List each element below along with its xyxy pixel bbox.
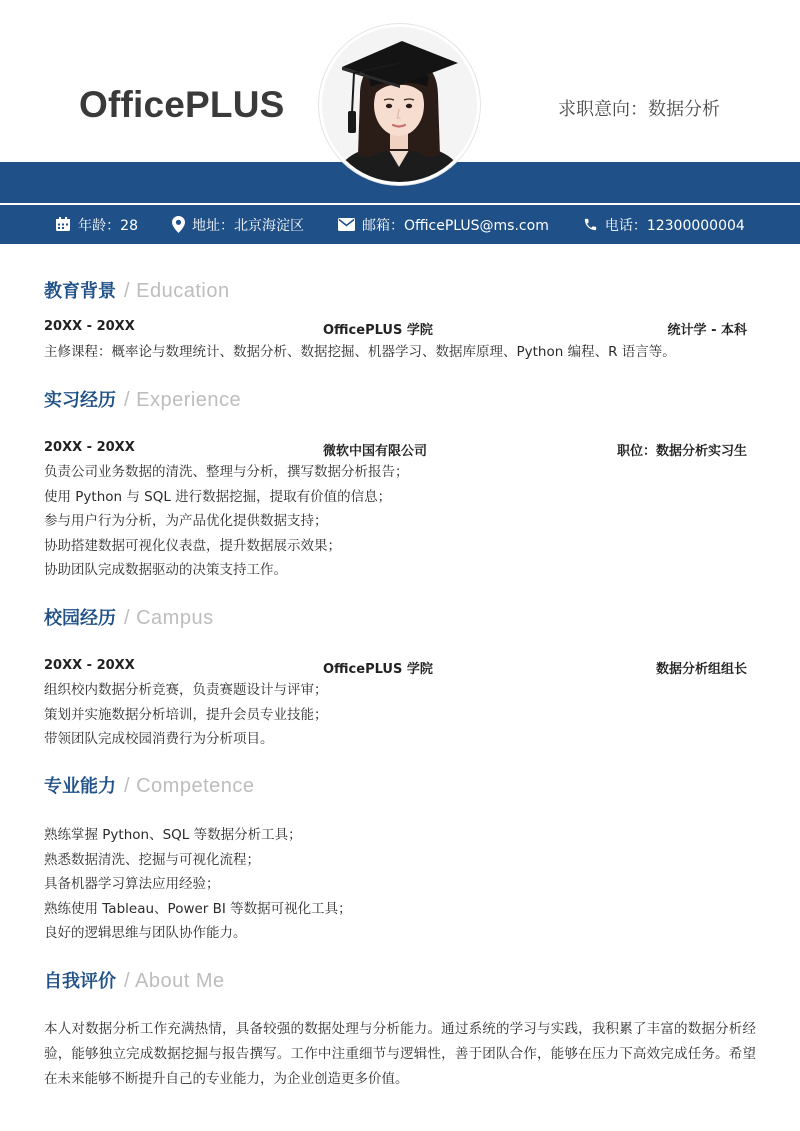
experience-position: 职位：数据分析实习生 xyxy=(616,444,747,459)
list-item: 协助搭建数据可视化仪表盘，提升数据展示效果； xyxy=(44,537,341,554)
section-title-en: / Education xyxy=(124,280,230,302)
address-text: 地址：北京海淀区 xyxy=(192,217,304,234)
campus-role: 数据分析组组长 xyxy=(655,662,747,677)
section-title-en: / Campus xyxy=(124,607,214,629)
section-title-cn: 教育背景 xyxy=(44,281,116,302)
email-text: 邮箱：OfficePLUS@ms.com xyxy=(362,217,549,234)
info-age xyxy=(55,215,138,235)
campus-activities xyxy=(44,678,756,752)
list-item: 具备机器学习算法应用经验； xyxy=(44,876,220,892)
about-text: 本人对数据分析工作充满热情，具备较强的数据处理与分析能力。通过系统的学习与实践，我积累了丰富的数据分析经验，能够独立完成数据挖掘与报告撰写。工作中注重细节与逻辑性，善于团队合作，能够在压力下高效完成任务。希望在未来能够不断提升自己的专业能力，为企业创造更多价值。 xyxy=(44,1021,756,1087)
list-item: 组织校内数据分析竞赛，负责赛题设计与评审； xyxy=(44,682,328,698)
section-title-cn: 自我评价 xyxy=(44,971,116,992)
list-item: 良好的逻辑思维与团队协作能力。 xyxy=(44,925,247,941)
section-title-en: / Experience xyxy=(124,389,242,411)
list-item: 参与用户行为分析，为产品优化提供数据支持； xyxy=(44,513,328,529)
info-address xyxy=(172,215,304,235)
education-courses xyxy=(44,340,756,365)
list-item: 熟练掌握 Python、SQL 等数据分析工具； xyxy=(44,827,302,843)
section-competence-title xyxy=(44,772,255,798)
section-education-title xyxy=(44,277,230,303)
avatar xyxy=(319,24,480,185)
calendar-icon xyxy=(55,217,71,232)
graduate-portrait-illustration xyxy=(322,27,477,182)
section-title-cn: 专业能力 xyxy=(44,776,116,797)
brand-name: OfficePLUS xyxy=(79,84,285,125)
section-title-en: / Competence xyxy=(124,775,255,797)
education-row xyxy=(44,319,747,339)
phone-icon xyxy=(583,217,598,232)
envelope-icon xyxy=(338,218,355,231)
section-experience-title xyxy=(44,386,241,412)
section-title-cn: 校园经历 xyxy=(44,608,116,629)
info-phone xyxy=(583,215,745,235)
experience-duties xyxy=(44,460,756,583)
campus-period: 20XX - 20XX xyxy=(44,658,135,673)
age-text: 年龄：28 xyxy=(78,217,138,234)
list-item: 熟练使用 Tableau、Power BI 等数据可视化工具； xyxy=(44,900,352,917)
list-item: 协助团队完成数据驱动的决策支持工作。 xyxy=(44,562,287,578)
education-school: OfficePLUS 学院 xyxy=(323,323,433,338)
list-item: 主修课程：概率论与数理统计、数据分析、数据挖掘、机器学习、数据库原理、Python 编程、R 语言等。 xyxy=(44,344,676,360)
competence-list xyxy=(44,823,756,946)
list-item: 熟悉数据清洗、挖掘与可视化流程； xyxy=(44,851,260,868)
list-item: 负责公司业务数据的清洗、整理与分析，撰写数据分析报告； xyxy=(44,464,409,480)
experience-row xyxy=(44,440,747,460)
campus-row xyxy=(44,658,747,678)
section-title-en: / About Me xyxy=(124,970,225,992)
info-email xyxy=(338,215,549,235)
section-campus-title xyxy=(44,604,214,630)
experience-company: 微软中国有限公司 xyxy=(323,444,428,459)
list-item: 带领团队完成校园消费行为分析项目。 xyxy=(44,731,274,747)
contact-bar xyxy=(0,205,800,244)
list-item: 策划并实施数据分析培训，提升会员专业技能； xyxy=(44,706,328,723)
education-major: 统计学 - 本科 xyxy=(667,323,747,338)
experience-period: 20XX - 20XX xyxy=(44,440,135,455)
campus-org: OfficePLUS 学院 xyxy=(323,662,433,677)
section-title-cn: 实习经历 xyxy=(44,390,116,411)
list-item: 使用 Python 与 SQL 进行数据挖掘，提取有价值的信息； xyxy=(44,488,392,505)
job-intent: 求职意向：数据分析 xyxy=(558,99,720,120)
location-pin-icon xyxy=(172,216,185,233)
education-period: 20XX - 20XX xyxy=(44,319,135,334)
phone-text: 电话：12300000004 xyxy=(604,217,745,234)
section-about-title xyxy=(44,967,225,993)
